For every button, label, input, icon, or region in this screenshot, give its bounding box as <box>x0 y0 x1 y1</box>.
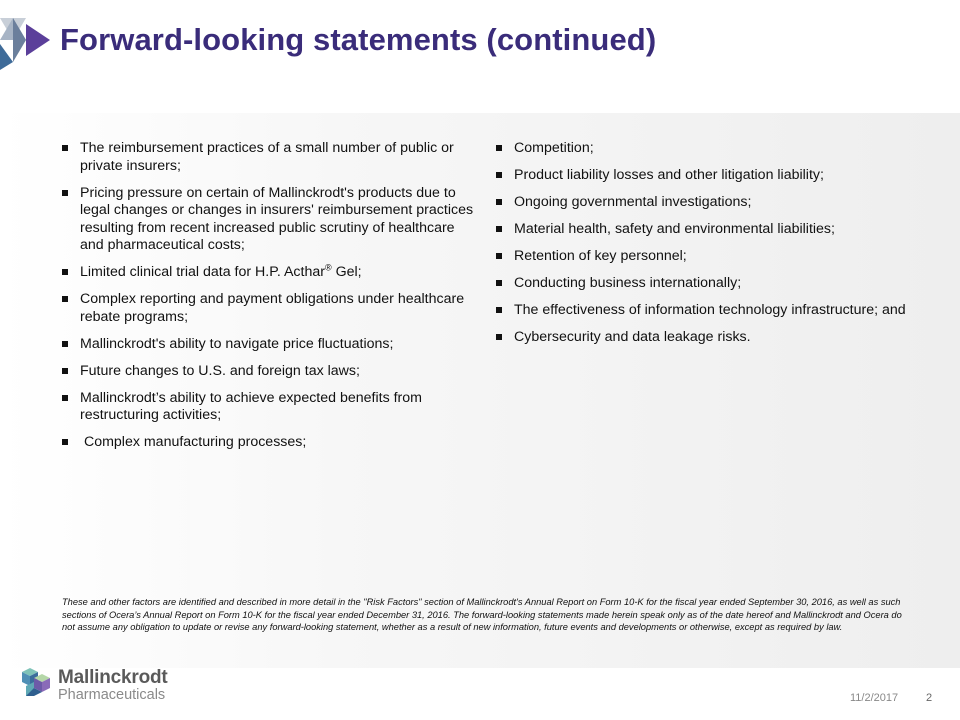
list-item: Ongoing governmental investigations; <box>496 194 906 212</box>
corner-decoration <box>0 0 56 76</box>
logo-mark-icon <box>20 666 54 698</box>
bullet-icon <box>496 172 502 178</box>
bullet-icon <box>496 334 502 340</box>
page-title: Forward-looking statements (continued) <box>60 22 657 57</box>
list-item: Product liability losses and other litigation liability; <box>496 167 906 185</box>
bullet-icon <box>62 395 68 401</box>
disclaimer-text: These and other factors are identified and described in more detail in the "Risk Factors" section of Mallinckrodt's Annual Report on Form 10-K for the fiscal year ended September 30, 2016, as well as such sections of Ocera’s Annual Report on Form 10-K for the fiscal year ended December 31, 2016. The forward-looking statements made herein speak only as of the date hereof and Mallinckrodt and Ocera do not assume any obligation to update or revise any forward-looking statement, whether as a result of new information, future events and developments or otherwise, except as required by law. <box>62 597 902 632</box>
registered-mark: ® <box>324 262 332 273</box>
left-bullet-list <box>62 140 474 461</box>
list-item: The effectiveness of information technology infrastructure; and <box>496 302 906 320</box>
list-item: Retention of key personnel; <box>496 248 906 266</box>
bullet-icon <box>496 280 502 286</box>
footer-date: 11/2/2017 <box>850 692 899 704</box>
list-item: Limited clinical trial data for H.P. Acthar® Gel; <box>62 264 474 282</box>
bullet-icon <box>496 199 502 205</box>
bullet-icon <box>62 190 68 196</box>
bullet-icon <box>62 439 68 445</box>
bullet-icon <box>496 307 502 313</box>
bullet-icon <box>496 253 502 259</box>
bullet-icon <box>62 269 68 275</box>
list-item: Conducting business internationally; <box>496 275 906 293</box>
company-logo <box>20 666 220 706</box>
bullet-icon <box>62 145 68 151</box>
list-item: Competition; <box>496 140 906 158</box>
list-item: Complex reporting and payment obligations under healthcare rebate programs; <box>62 291 474 326</box>
logo-name: Mallinckrodt <box>58 667 168 688</box>
page-number: 2 <box>926 692 933 704</box>
list-item: Mallinckrodt's ability to navigate price fluctuations; <box>62 336 474 354</box>
bullet-icon <box>62 296 68 302</box>
list-item: Pricing pressure on certain of Mallinckrodt's products due to legal changes or changes in insurers' reimbursement practices resulting from recent increased public scrutiny of healthcare and pharmaceutical costs; <box>62 185 474 255</box>
list-item: Mallinckrodt’s ability to achieve expected benefits from restructuring activities; <box>62 390 474 425</box>
bullet-icon <box>62 368 68 374</box>
list-item: The reimbursement practices of a small number of public or private insurers; <box>62 140 474 175</box>
list-item: Cybersecurity and data leakage risks. <box>496 329 906 347</box>
right-bullet-list <box>496 140 906 356</box>
bullet-icon <box>496 226 502 232</box>
bullet-icon <box>496 145 502 151</box>
list-item: Future changes to U.S. and foreign tax laws; <box>62 363 474 381</box>
list-item: Complex manufacturing processes; <box>62 434 474 452</box>
list-item: Material health, safety and environmental liabilities; <box>496 221 906 239</box>
bullet-icon <box>62 341 68 347</box>
logo-subtitle: Pharmaceuticals <box>58 687 166 703</box>
